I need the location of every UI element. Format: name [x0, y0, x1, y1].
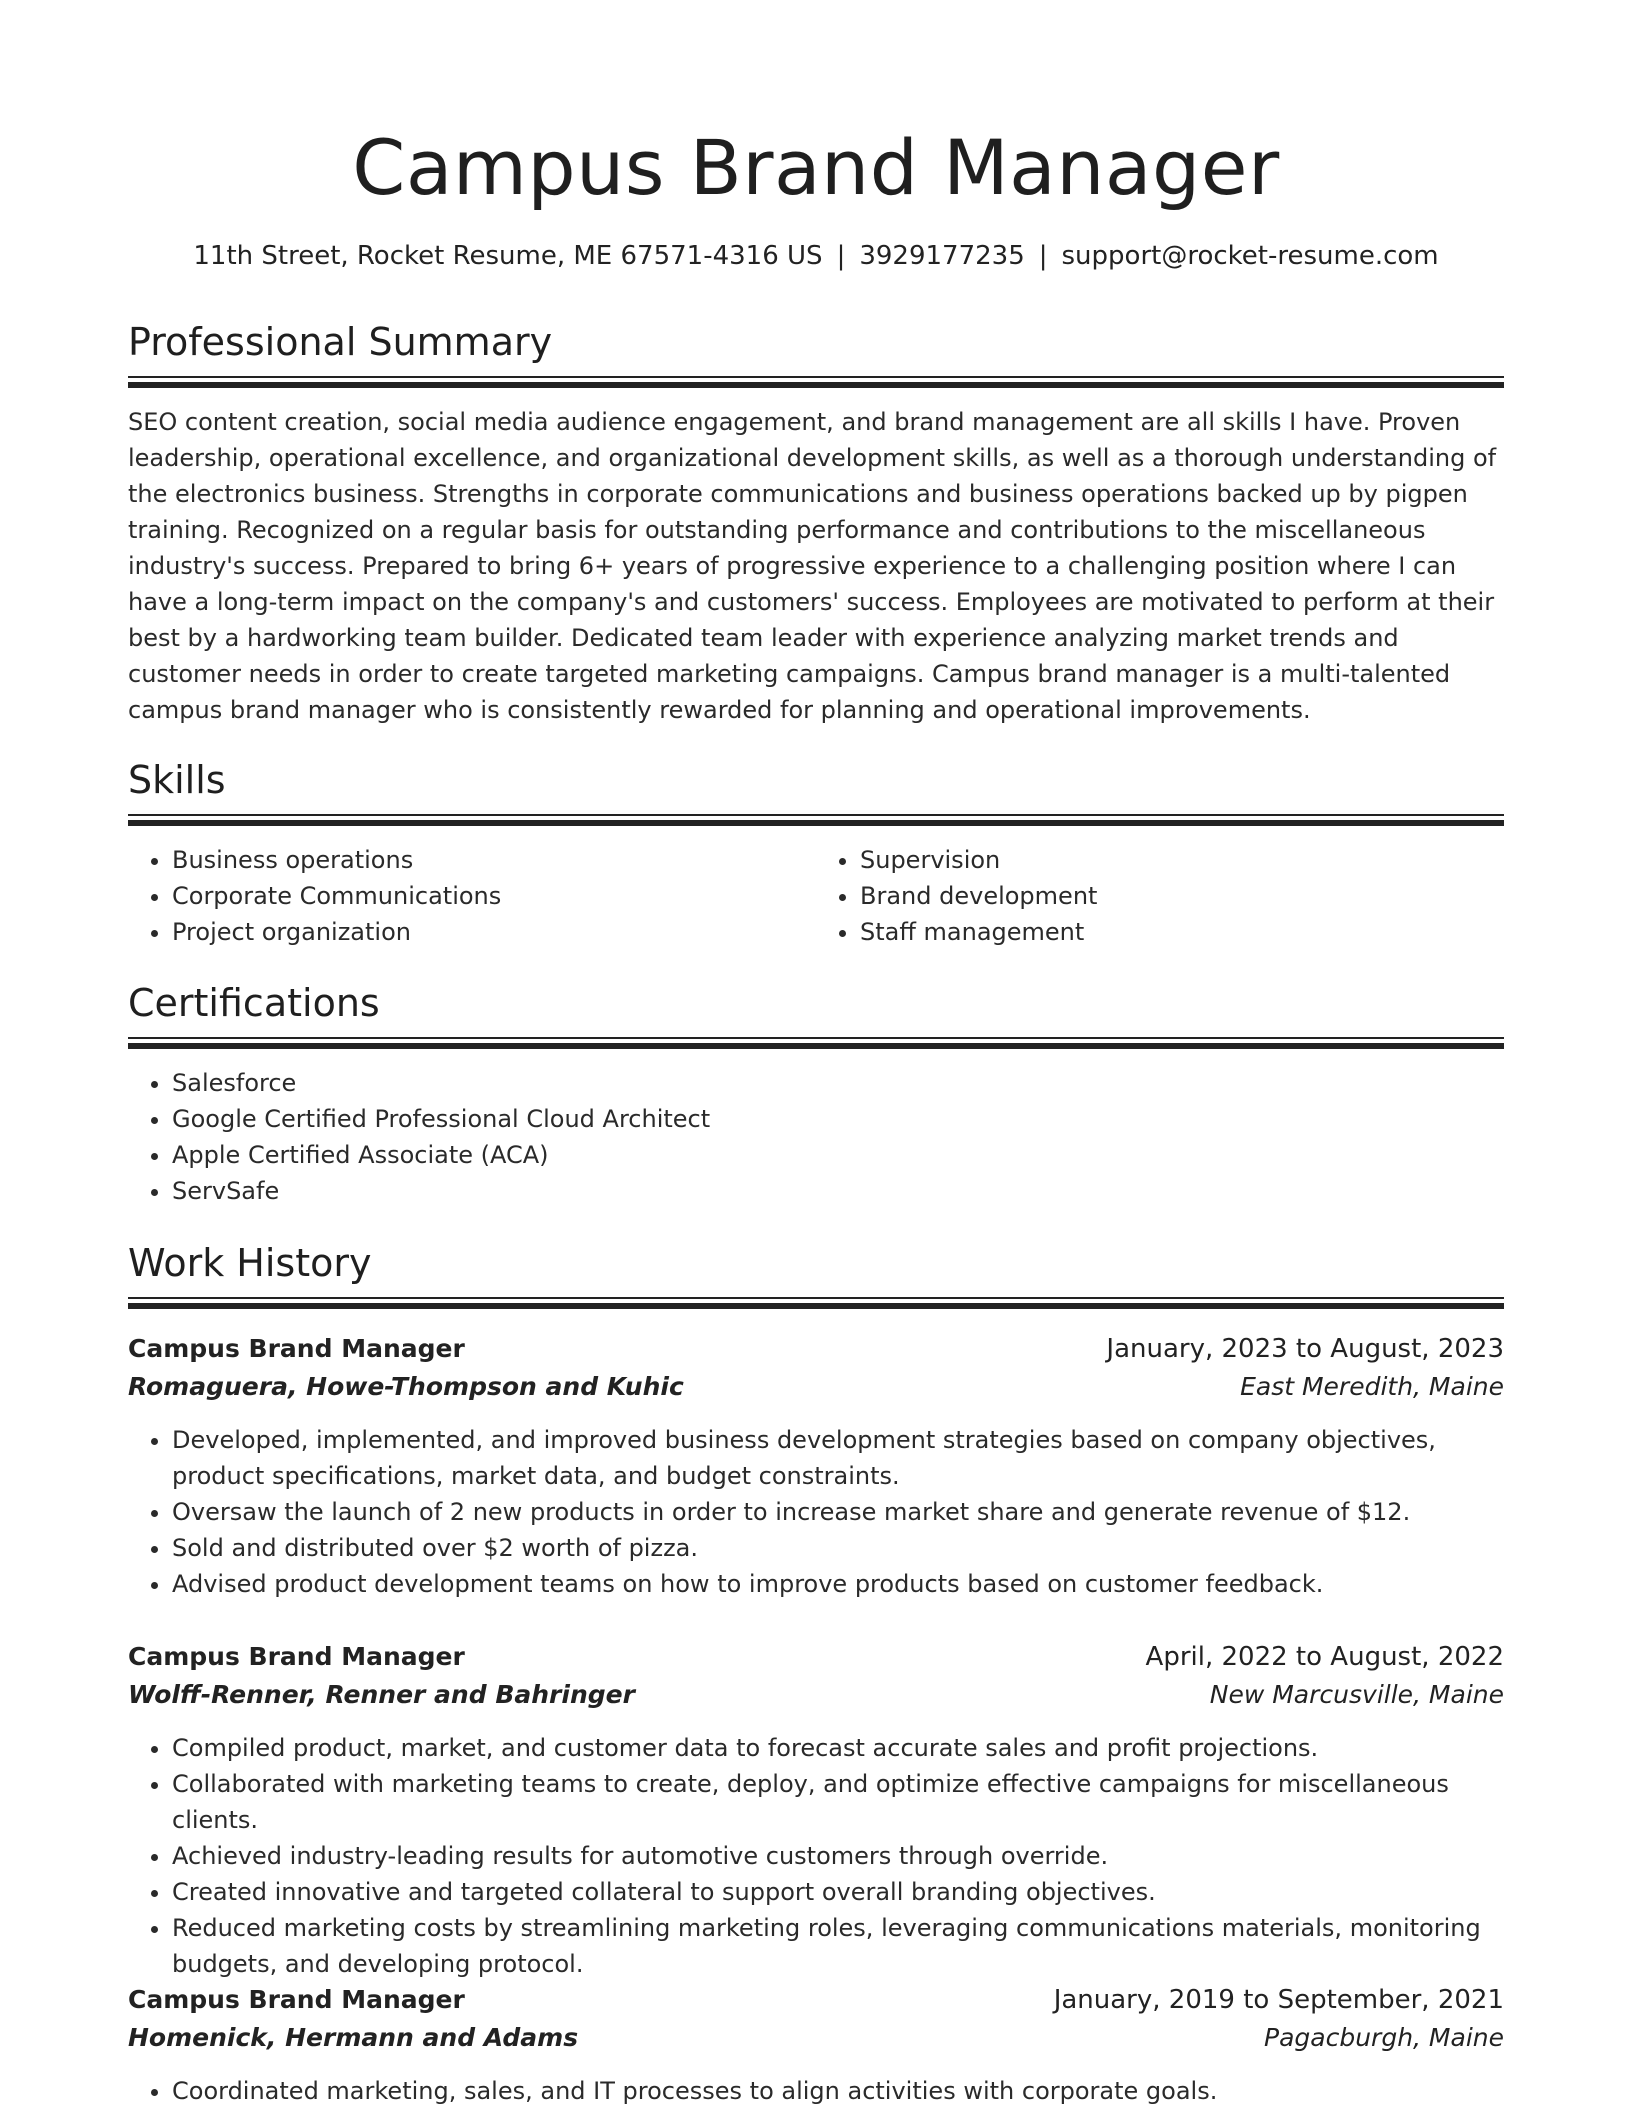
work-history-section — [128, 1239, 1504, 1311]
job-dates: January, 2023 to August, 2023 — [1106, 1334, 1504, 1364]
skills-right-list — [816, 842, 1504, 950]
contact-email[interactable]: support@rocket-resume.com — [1061, 241, 1439, 271]
job-bullet: • Achieved industry-leading results for automotive customers through override. — [172, 1838, 1504, 1874]
job-bullet: • Advised product development teams on how to improve products based on customer feedback. — [172, 1566, 1504, 1602]
certification-item: • Salesforce — [172, 1065, 1504, 1101]
job-bullet: • Compiled product, market, and customer data to forecast accurate sales and profit projections. — [172, 1730, 1504, 1766]
job-entry — [128, 1330, 1504, 1602]
work-history-heading: Work History — [128, 1241, 372, 1285]
skill-item: • Supervision — [860, 842, 1504, 878]
job-bullets — [128, 1730, 1504, 1982]
skill-item: • Project organization — [172, 914, 816, 950]
certifications-list — [128, 1065, 1504, 1209]
contact-separator: | — [1038, 241, 1048, 271]
certifications-section — [128, 979, 1504, 1209]
summary-heading: Professional Summary — [128, 320, 553, 364]
job-bullet: • Oversaw the launch of 2 new products in order to increase market share and generate revenue of $12. — [172, 1494, 1504, 1530]
job-bullet: • Collaborated with marketing teams to create, deploy, and optimize effective campaigns for miscellaneous clients. — [172, 1766, 1504, 1838]
job-bullet: • Created innovative and targeted collateral to support overall branding objectives. — [172, 1874, 1504, 1910]
contact-line — [128, 238, 1504, 274]
section-divider — [128, 1297, 1504, 1311]
section-divider — [128, 376, 1504, 390]
job-location: Pagacburgh, Maine — [1264, 2023, 1504, 2052]
certification-item: • ServSafe — [172, 1173, 1504, 1209]
job-bullet: • Sold and distributed over $2 worth of pizza. — [172, 1530, 1504, 1566]
section-divider — [128, 814, 1504, 828]
skill-item: • Staff management — [860, 914, 1504, 950]
section-divider — [128, 1037, 1504, 1051]
skills-section — [128, 756, 1504, 950]
job-dates: April, 2022 to August, 2022 — [1145, 1642, 1504, 1672]
skills-left-list — [128, 842, 816, 950]
job-location: East Meredith, Maine — [1240, 1372, 1504, 1401]
job-bullet: • Coordinated marketing, sales, and IT processes to align activities with corporate goals. — [172, 2073, 1504, 2109]
skill-item: • Corporate Communications — [172, 878, 816, 914]
job-dates: January, 2019 to September, 2021 — [1053, 1985, 1504, 2015]
resume-title: Campus Brand Manager — [352, 123, 1280, 212]
certification-item: • Google Certified Professional Cloud Architect — [172, 1101, 1504, 1137]
job-title: Campus Brand Manager — [128, 1985, 465, 2014]
job-bullets — [128, 2073, 1504, 2109]
certifications-heading: Certifications — [128, 981, 380, 1025]
job-company: Romaguera, Howe-Thompson and Kuhic — [128, 1372, 684, 1401]
summary-text: SEO content creation, social media audience engagement, and brand management are all skills I have. Proven leadership, operational excellence, and organizational development skills, as well as a thorough understanding of the electronics business. Strengths in corporate communications and business operations backed up by pigpen training. Recognized on a regular basis for outstanding performance and contributions to the miscellaneous industry's success. Prepared to bring 6+ years of progressive experience to a challenging position where I can have a long-term impact on the company's and customers' success. Employees are motivated to perform at their best by a hardworking team builder. Dedicated team leader with experience analyzing market trends and customer needs in order to create targeted marketing campaigns. Campus brand manager is a multi-talented campus brand manager who is consistently rewarded for planning and operational improvements. — [128, 408, 1497, 724]
job-bullets — [128, 1422, 1504, 1602]
skill-item: • Brand development — [860, 878, 1504, 914]
skills-grid — [128, 842, 1504, 950]
job-company: Homenick, Hermann and Adams — [128, 2023, 579, 2052]
certification-item: • Apple Certified Associate (ACA) — [172, 1137, 1504, 1173]
job-location: New Marcusville, Maine — [1209, 1680, 1504, 1709]
contact-address: 11th Street, Rocket Resume, ME 67571-4316 US — [193, 241, 823, 271]
job-title: Campus Brand Manager — [128, 1642, 465, 1671]
job-bullet: • Developed, implemented, and improved business development strategies based on company objectives, product specifications, market data, and budget constraints. — [172, 1422, 1504, 1494]
contact-separator: | — [836, 241, 846, 271]
job-company: Wolff-Renner, Renner and Bahringer — [128, 1680, 635, 1709]
skill-item: • Business operations — [172, 842, 816, 878]
contact-phone: 3929177235 — [859, 241, 1025, 271]
summary-section — [128, 318, 1504, 728]
skills-heading: Skills — [128, 758, 226, 802]
job-entry — [128, 1638, 1504, 1982]
job-bullet: • Reduced marketing costs by streamlining marketing roles, leveraging communications materials, monitoring budgets, and developing protocol. — [172, 1910, 1504, 1982]
job-title: Campus Brand Manager — [128, 1334, 465, 1363]
job-entry — [128, 1981, 1504, 2109]
